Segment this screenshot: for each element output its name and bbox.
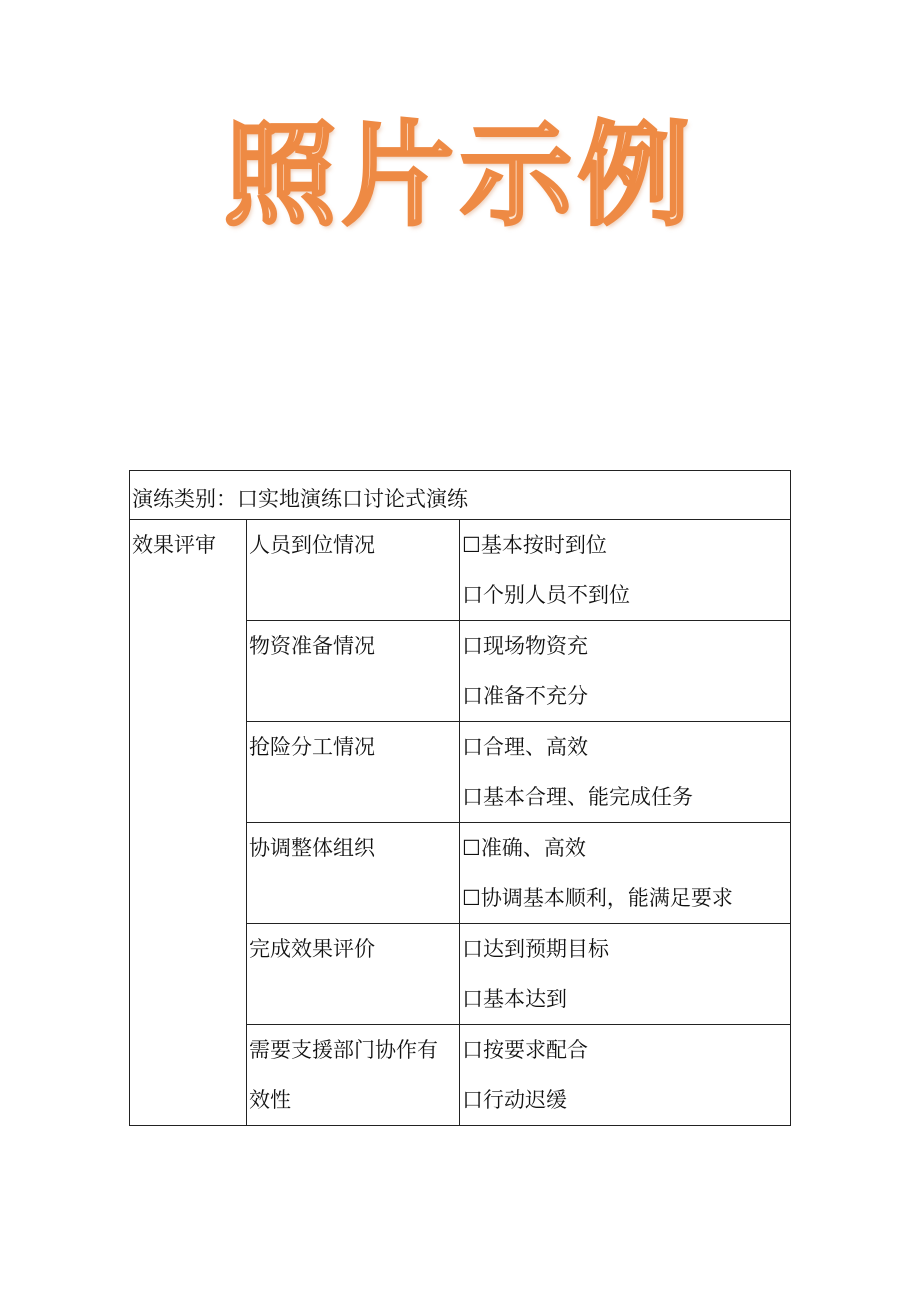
criterion-label: 需要支援部门协作有效性 [249, 1038, 438, 1112]
drill-evaluation-table [129, 470, 791, 1126]
criterion-label: 人员到位情况 [249, 533, 375, 557]
section-label-cell [130, 520, 247, 1126]
option-checkbox[interactable]: 口行动迟缓 [462, 1088, 567, 1112]
option-checkbox[interactable]: 口合理、高效 [462, 735, 588, 759]
evaluation-row [130, 520, 791, 621]
criterion-label: 抢险分工情况 [249, 735, 375, 759]
criterion-cell [247, 520, 460, 621]
option-checkbox[interactable]: 口达到预期目标 [462, 937, 609, 961]
option-checkbox[interactable]: 口基本达到 [462, 987, 567, 1011]
criterion-cell [247, 823, 460, 924]
option-checkbox[interactable]: ☐准确、高效 [462, 836, 586, 860]
photo-example-title [0, 111, 920, 241]
option-checkbox[interactable]: ☐基本按时到位 [462, 533, 607, 557]
criterion-label: 物资准备情况 [249, 634, 375, 658]
options-cell [460, 520, 791, 621]
options-cell [460, 823, 791, 924]
drill-type-row [130, 471, 791, 520]
option-checkbox[interactable]: 口个别人员不到位 [462, 583, 630, 607]
options-cell [460, 621, 791, 722]
option-checkbox[interactable]: 口准备不充分 [462, 684, 588, 708]
options-cell [460, 924, 791, 1025]
drill-type-cell: 演练类别：口实地演练口讨论式演练 [130, 471, 791, 520]
criterion-cell [247, 1025, 460, 1126]
options-cell [460, 1025, 791, 1126]
option-checkbox[interactable]: 口按要求配合 [462, 1038, 588, 1062]
options-cell [460, 722, 791, 823]
criterion-label: 完成效果评价 [249, 937, 375, 961]
criterion-cell [247, 722, 460, 823]
option-checkbox[interactable]: 口基本合理、能完成任务 [462, 785, 693, 809]
option-checkbox[interactable]: 口现场物资充 [462, 634, 588, 658]
criterion-label: 协调整体组织 [249, 836, 375, 860]
criterion-cell [247, 621, 460, 722]
criterion-cell [247, 924, 460, 1025]
photo-example-title-text: 照片示例 [224, 111, 696, 241]
section-label: 效果评审 [132, 533, 216, 557]
option-checkbox[interactable]: ☐协调基本顺利，能满足要求 [462, 886, 733, 910]
